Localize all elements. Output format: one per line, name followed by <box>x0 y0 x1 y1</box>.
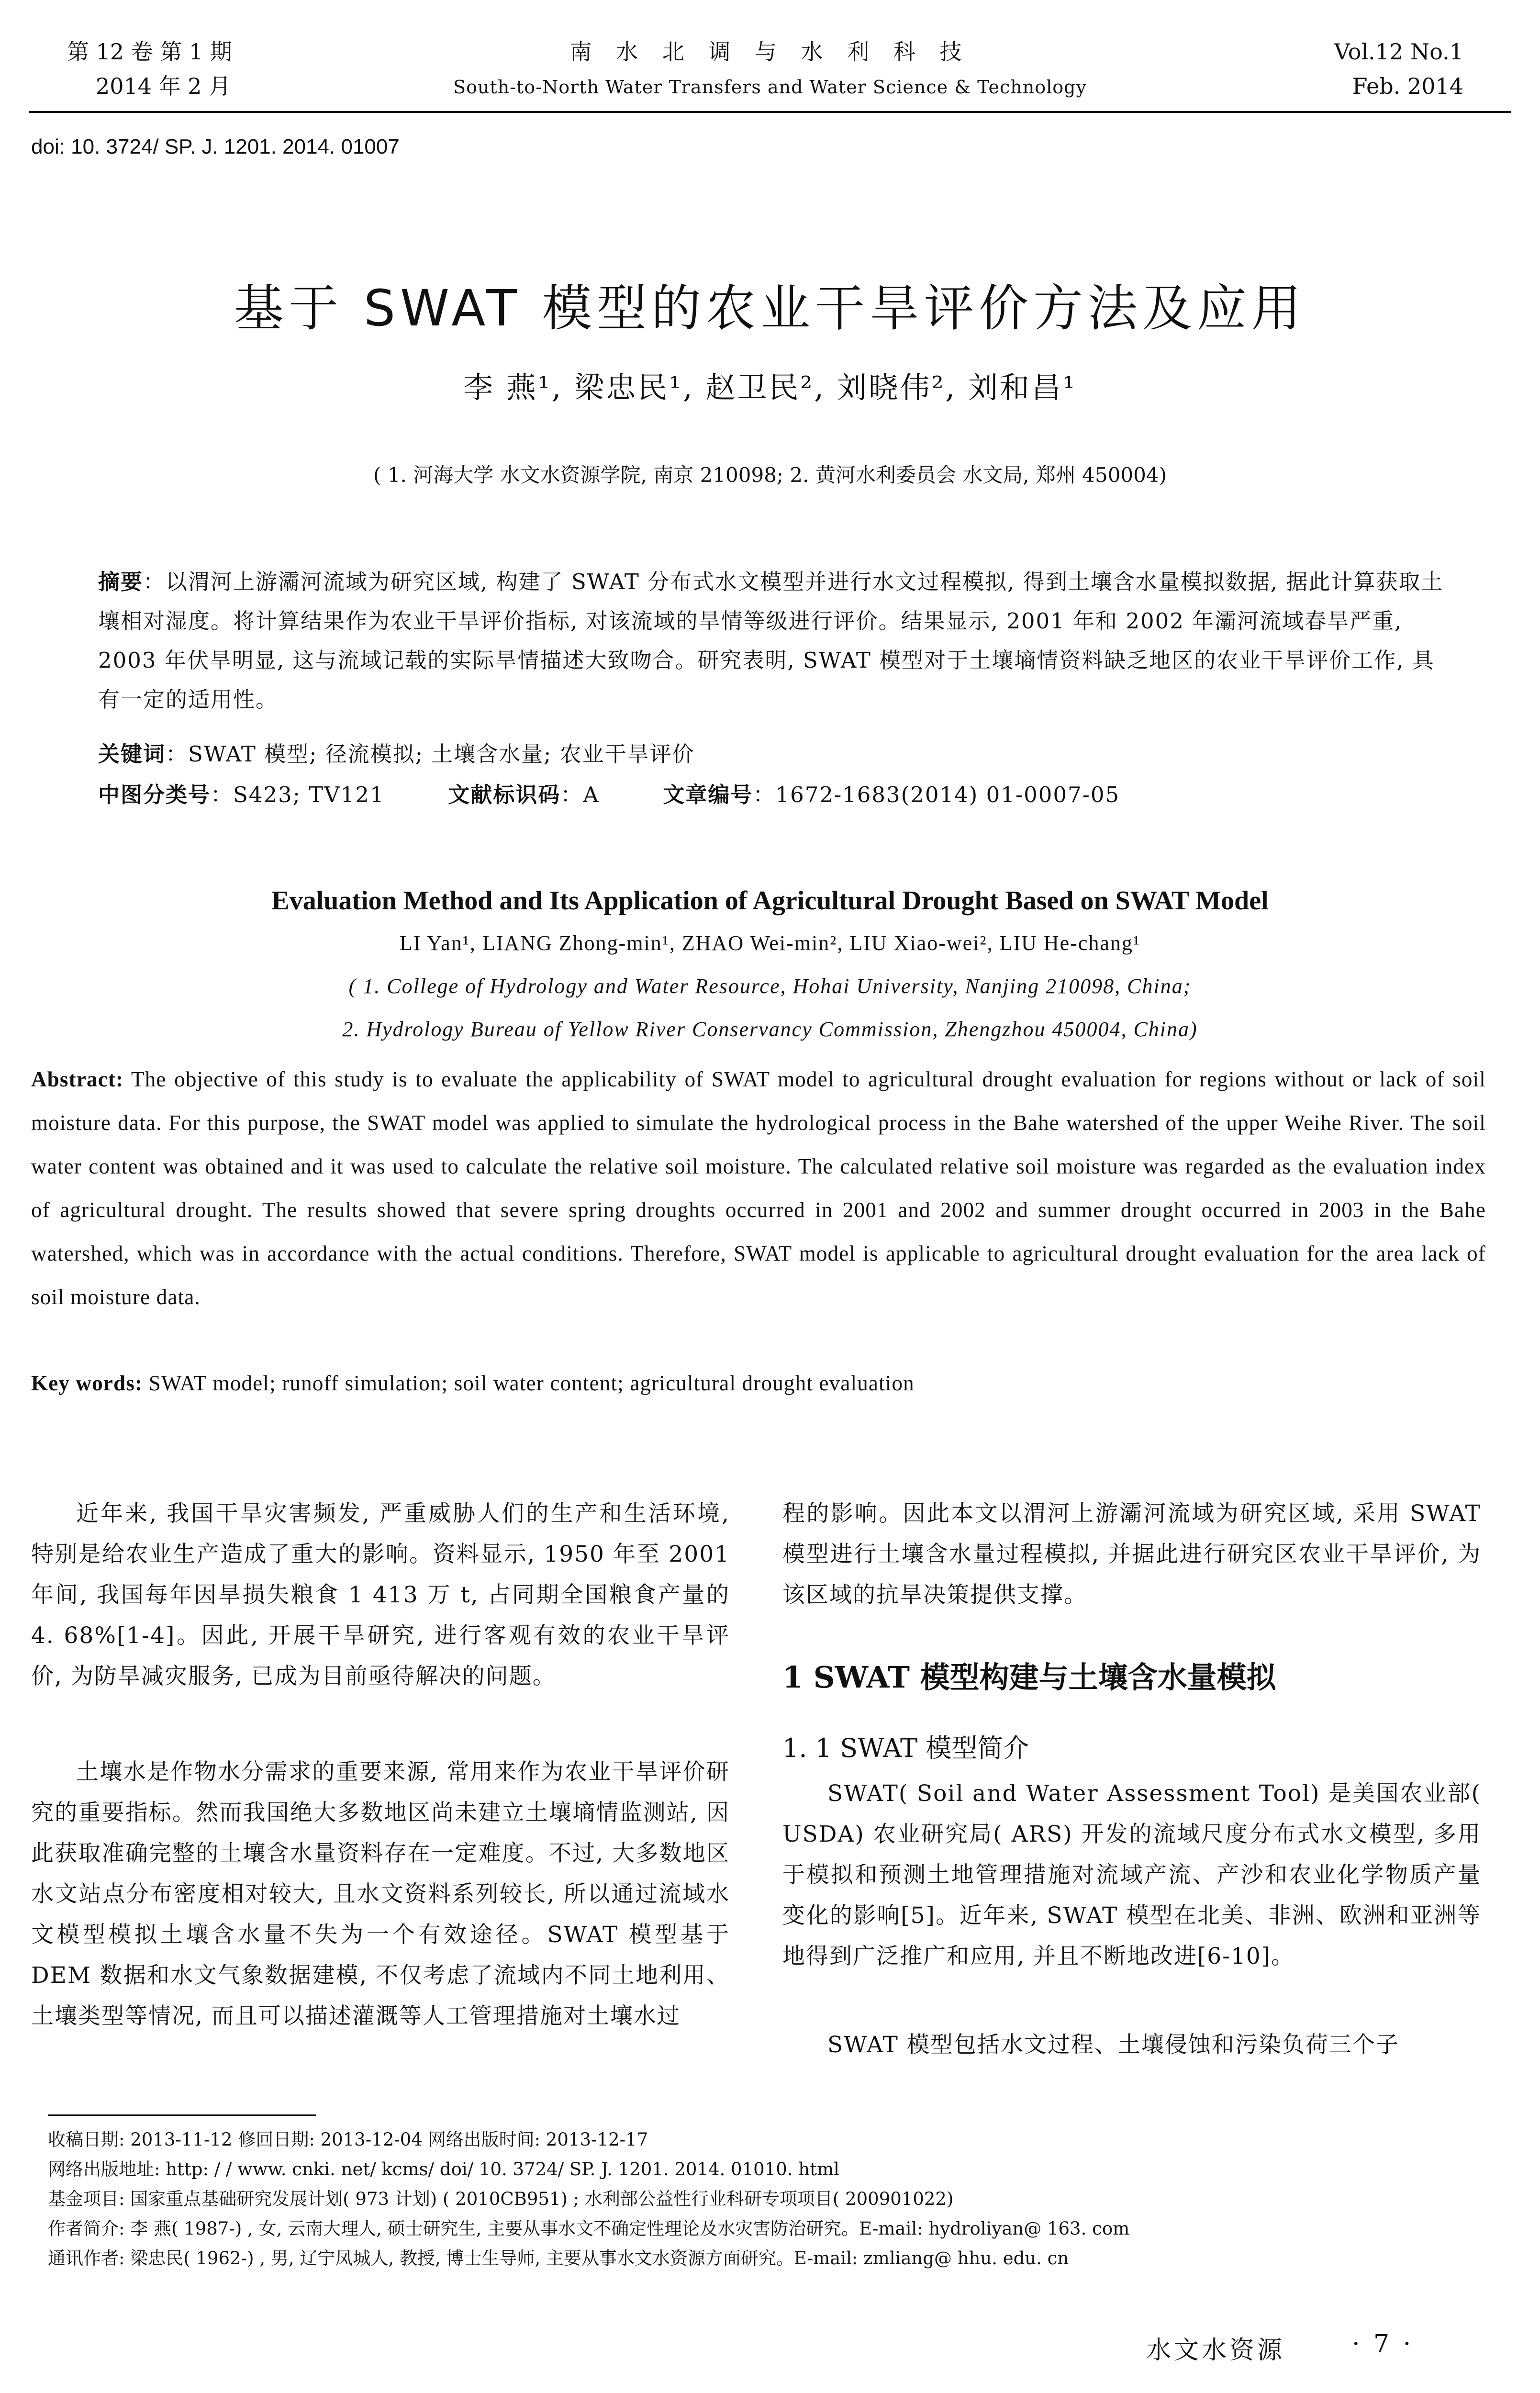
section-heading-1: 1 SWAT 模型构建与土壤含水量模拟 <box>782 1660 1276 1695</box>
body-right-paragraph-1: 程的影响。因此本文以渭河上游灞河流域为研究区域, 采用 SWAT 模型进行土壤含水量过程模拟, 并据此进行研究区农业干旱评价, 为该区域的抗旱决策提供支撑。 <box>782 1500 1481 1608</box>
journal-name-en: South-to-North Water Transfers and Water Science & Technology <box>453 77 1087 98</box>
classification-cn: 中图分类号：S423; TV121 文献标识码：A 文章编号：1672-1683(2014) 01-0007-05 <box>98 782 1120 807</box>
authors-cn: 李 燕¹, 梁忠民¹, 赵卫民², 刘晓伟², 刘和昌¹ <box>463 370 1077 405</box>
doc-code-label: 文献标识码 <box>448 782 561 807</box>
volume-issue-en: Vol.12 No.1 <box>1334 39 1463 65</box>
journal-name-cn: 南 水 北 调 与 水 利 科 技 <box>569 39 971 65</box>
footnote-corresponding: 通讯作者: 梁忠民( 1962-) , 男, 辽宁凤城人, 教授, 博士生导师, 主要从事水文水资源方面研究。E-mail: zmliang@ hhu. edu. cn <box>48 2248 1069 2269</box>
footer-section-name: 水文水资源 <box>1146 2336 1285 2365</box>
article-id-label: 文章编号 <box>663 782 753 807</box>
footnotes <box>48 2125 1484 2273</box>
keywords-en <box>31 1362 1486 1405</box>
footnote-author: 作者简介: 李 燕( 1987-) , 女, 云南大理人, 硕士研究生, 主要从事水文不确定性理论及水灾害防治研究。E-mail: hydroliyan@ 163. com <box>48 2218 1130 2239</box>
page-title: 基于 SWAT 模型的农业干旱评价方法及应用 <box>234 279 1306 337</box>
doi: doi: 10. 3724/ SP. J. 1201. 2014. 01007 <box>31 135 400 158</box>
footnote-dates: 收稿日期: 2013-11-12 修回日期: 2013-12-04 网络出版时间: 2013-12-17 <box>48 2129 648 2150</box>
affiliation-en-1: ( 1. College of Hydrology and Water Resource, Hohai University, Nanjing 210098, China; <box>348 974 1192 998</box>
date-en: Feb. 2014 <box>1352 73 1463 99</box>
keywords-cn-text: SWAT 模型; 径流模拟; 土壤含水量; 农业干旱评价 <box>188 741 695 767</box>
title-en: Evaluation Method and Its Application of Agricultural Drought Based on SWAT Model <box>271 886 1269 916</box>
footnote-rule <box>48 2114 316 2116</box>
header-rule <box>29 111 1511 113</box>
abstract-cn: 摘要：以渭河上游灞河流域为研究区域, 构建了 SWAT 分布式水文模型并进行水文过程模拟, 得到土壤含水量模拟数据, 据此计算获取土壤相对湿度。将计算结果作为农业干旱评价指标, 对该流域的旱情等级进行评价。结果显示, 2001 年和 2002 年灞河流域春旱严重, 2003 年伏旱明显, 这与流域记载的实际旱情描述大致吻合。研究表明, SWAT 模型对于土壤墒情资料缺乏地区的农业干旱评价工作, 具有一定的适用性。 <box>98 569 1444 712</box>
clc-code: S423; TV121 <box>233 782 385 807</box>
subsection-heading-1-1: 1. 1 SWAT 模型简介 <box>782 1733 1029 1763</box>
date-cn: 2014 年 2 月 <box>96 73 231 99</box>
abstract-en-text: The objective of this study is to evaluate the applicability of SWAT model to agricultural drought evaluation for regions without or lack of soil moisture data. For this purpose, the SWAT model was applied to simulate the hydrological process in the Bahe watershed of the upper Weihe River. The soil water content was obtained and it was used to calculate the relative soil moisture. The calculated relative soil moisture was regarded as the evaluation index of agricultural drought. The results showed that severe spring droughts occurred in 2001 and 2002 and summer drought occurred in 2003 in the Bahe watershed, which was in accordance with the actual conditions. Therefore, SWAT model is applicable to agricultural drought evaluation for the area lack of soil moisture data. <box>31 1067 1486 1309</box>
body-right-paragraph-2: SWAT( Soil and Water Assessment Tool) 是美国农业部( USDA) 农业研究局( ARS) 开发的流域尺度分布式水文模型, 多用于模拟和预测土地管理措施对流域产流、产沙和农业化学物质产量变化的影响[5]。近年来, SWAT 模型在北美、非洲、欧洲和亚洲等地得到广泛推广和应用, 并且不断地改进[6-10]。 <box>782 1780 1481 1969</box>
abstract-en-label: Abstract: <box>31 1067 124 1091</box>
page-number: · 7 · <box>1352 2330 1414 2359</box>
abstract-cn-label: 摘要 <box>98 569 144 594</box>
body-right-paragraph-3: SWAT 模型包括水文过程、土壤侵蚀和污染负荷三个子 <box>827 2032 1399 2058</box>
authors-en: LI Yan¹, LIANG Zhong-min¹, ZHAO Wei-min², LIU Xiao-wei², LIU He-chang¹ <box>399 931 1141 955</box>
abstract-en <box>31 1058 1486 1319</box>
footnote-url: 网络出版地址: http: / / www. cnki. net/ kcms/ doi/ 10. 3724/ SP. J. 1201. 2014. 01010. html <box>48 2159 839 2180</box>
body-left-paragraph-1: 近年来, 我国干旱灾害频发, 严重威胁人们的生产和生活环境, 特别是给农业生产造成了重大的影响。资料显示, 1950 年至 2001 年间, 我国每年因旱损失粮食 1 413 万 t, 占同期全国粮食产量的 4. 68%[1-4]。因此, 开展干旱研究, 进行客观有效的农业干旱评价, 为防旱减灾服务, 已成为目前亟待解决的问题。 <box>31 1500 730 1689</box>
doc-code: A <box>583 782 600 807</box>
footnote-fund: 基金项目: 国家重点基础研究发展计划( 973 计划) ( 2010CB951) ; 水利部公益性行业科研专项项目( 200901022) <box>48 2189 954 2209</box>
volume-issue-cn: 第 12 卷 第 1 期 <box>67 39 232 65</box>
keywords-en-label: Key words: <box>31 1371 143 1395</box>
clc-label: 中图分类号 <box>98 782 211 807</box>
body-left-paragraph-2: 土壤水是作物水分需求的重要来源, 常用来作为农业干旱评价研究的重要指标。然而我国绝大多数地区尚未建立土壤墒情监测站, 因此获取准确完整的土壤含水量资料存在一定难度。不过, 大多数地区水文站点分布密度相对较大, 且水文资料系列较长, 所以通过流域水文模型模拟土壤含水量不失为一个有效途径。SWAT 模型基于 DEM 数据和水文气象数据建模, 不仅考虑了流域内不同土地利用、土壤类型等情况, 而且可以描述灌溉等人工管理措施对土壤水过 <box>31 1759 730 2029</box>
keywords-en-text: SWAT model; runoff simulation; soil water content; agricultural drought evaluation <box>148 1371 915 1395</box>
affiliation-cn: ( 1. 河海大学 水文水资源学院, 南京 210098; 2. 黄河水利委员会 水文局, 郑州 450004) <box>373 463 1167 487</box>
affiliation-en-2: 2. Hydrology Bureau of Yellow River Conservancy Commission, Zhengzhou 450004, China) <box>342 1018 1198 1041</box>
abstract-cn-text: 以渭河上游灞河流域为研究区域, 构建了 SWAT 分布式水文模型并进行水文过程模拟, 得到土壤含水量模拟数据, 据此计算获取土壤相对湿度。将计算结果作为农业干旱评价指标, 对该流域的旱情等级进行评价。结果显示, 2001 年和 2002 年灞河流域春旱严重, 2003 年伏旱明显, 这与流域记载的实际旱情描述大致吻合。研究表明, SWAT 模型对于土壤墒情资料缺乏地区的农业干旱评价工作, 具有一定的适用性。 <box>98 569 1444 712</box>
keywords-cn-label: 关键词 <box>98 741 166 767</box>
article-id: 1672-1683(2014) 01-0007-05 <box>775 782 1120 807</box>
keywords-cn: 关键词：SWAT 模型; 径流模拟; 土壤含水量; 农业干旱评价 <box>98 741 695 767</box>
